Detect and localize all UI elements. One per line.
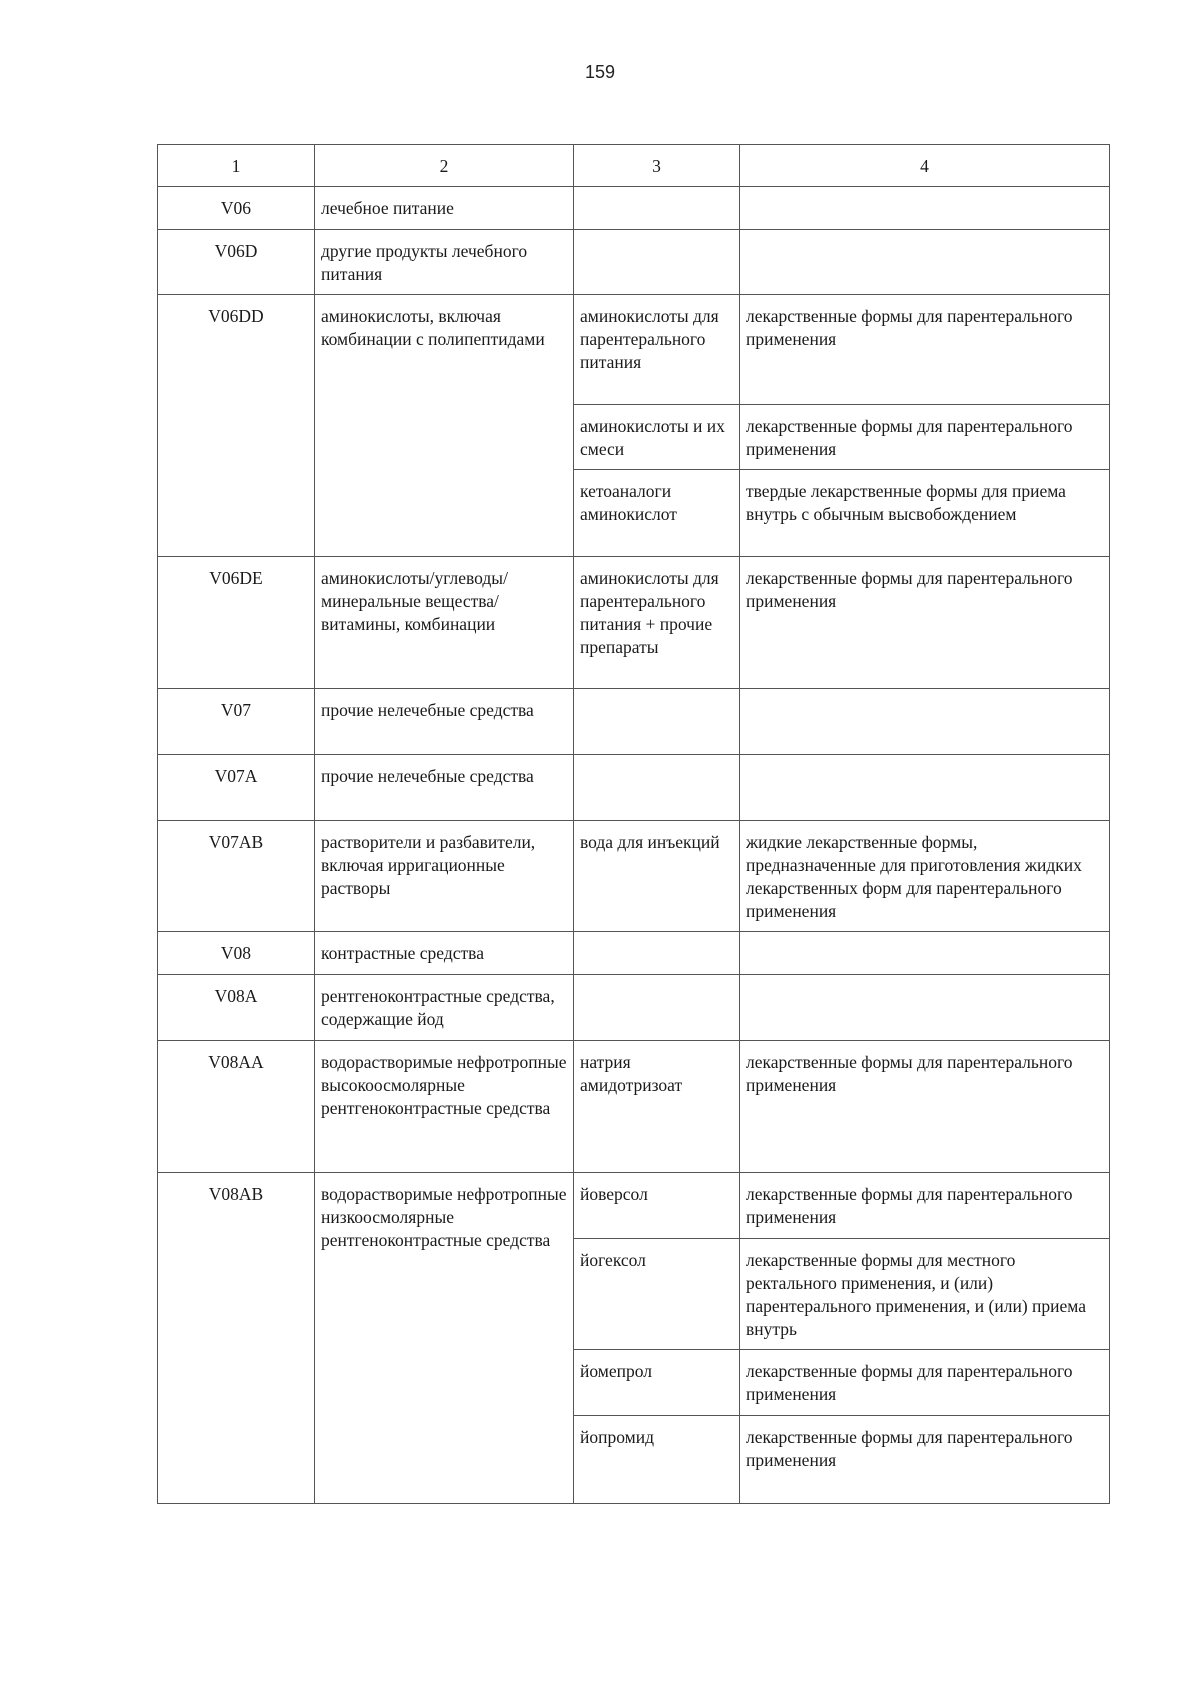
drug-name-cell	[574, 689, 740, 755]
atc-code-cell: V06DE	[158, 557, 315, 689]
atc-code-cell: V07A	[158, 755, 315, 821]
drug-name-cell: йоверсол	[574, 1173, 740, 1239]
dosage-form-cell	[740, 230, 1110, 295]
header-col-2: 2	[315, 145, 574, 187]
atc-code-cell: V07	[158, 689, 315, 755]
drug-name-cell: кетоаналоги аминокислот	[574, 470, 740, 557]
atc-code-cell: V07AB	[158, 821, 315, 932]
drug-name-cell: йогексол	[574, 1239, 740, 1350]
dosage-form-cell: лекарственные формы для парентерального применения	[740, 557, 1110, 689]
atc-code-cell: V08A	[158, 975, 315, 1041]
group-name-cell: аминокислоты, включая комбинации с полипептидами	[315, 295, 574, 557]
atc-code-cell: V08	[158, 932, 315, 975]
dosage-form-cell	[740, 975, 1110, 1041]
drug-name-cell: йопромид	[574, 1416, 740, 1504]
table-row	[158, 689, 1110, 755]
dosage-form-cell	[740, 689, 1110, 755]
table-row	[158, 1173, 1110, 1239]
drug-name-cell	[574, 755, 740, 821]
table-row	[158, 975, 1110, 1041]
drug-name-cell: йомепрол	[574, 1350, 740, 1416]
atc-code-cell: V06D	[158, 230, 315, 295]
drug-name-cell	[574, 230, 740, 295]
medication-table	[157, 144, 1110, 1504]
atc-code-cell: V08AA	[158, 1041, 315, 1173]
table-row	[158, 557, 1110, 689]
atc-code-cell: V08AB	[158, 1173, 315, 1504]
group-name-cell: водорастворимые нефротропные низкоосмолярные рентгеноконтрастные средства	[315, 1173, 574, 1504]
drug-name-cell: аминокислоты для парентерального питания + прочие препараты	[574, 557, 740, 689]
table-row	[158, 755, 1110, 821]
atc-code-cell: V06DD	[158, 295, 315, 557]
dosage-form-cell: лекарственные формы для парентерального применения	[740, 295, 1110, 405]
header-col-1: 1	[158, 145, 315, 187]
drug-name-cell: аминокислоты и их смеси	[574, 405, 740, 470]
drug-name-cell	[574, 975, 740, 1041]
dosage-form-cell	[740, 932, 1110, 975]
group-name-cell: аминокислоты/углеводы/минеральные вещества/витамины, комбинации	[315, 557, 574, 689]
group-name-cell: лечебное питание	[315, 187, 574, 230]
table-row	[158, 821, 1110, 932]
header-col-3: 3	[574, 145, 740, 187]
dosage-form-cell: лекарственные формы для парентерального применения	[740, 405, 1110, 470]
dosage-form-cell	[740, 187, 1110, 230]
table-body	[158, 145, 1110, 1504]
table-row	[158, 295, 1110, 405]
dosage-form-cell	[740, 755, 1110, 821]
dosage-form-cell: жидкие лекарственные формы, предназначенные для приготовления жидких лекарственных форм для парентерального применения	[740, 821, 1110, 932]
group-name-cell: водорастворимые нефротропные высокоосмолярные рентгеноконтрастные средства	[315, 1041, 574, 1173]
dosage-form-cell: лекарственные формы для парентерального применения	[740, 1350, 1110, 1416]
group-name-cell: прочие нелечебные средства	[315, 755, 574, 821]
group-name-cell: рентгеноконтрастные средства, содержащие йод	[315, 975, 574, 1041]
drug-name-cell: аминокислоты для парентерального питания	[574, 295, 740, 405]
table-row	[158, 1041, 1110, 1173]
group-name-cell: контрастные средства	[315, 932, 574, 975]
dosage-form-cell: лекарственные формы для парентерального применения	[740, 1416, 1110, 1504]
dosage-form-cell: лекарственные формы для парентерального применения	[740, 1041, 1110, 1173]
atc-code-cell: V06	[158, 187, 315, 230]
table-row	[158, 932, 1110, 975]
table-header-row	[158, 145, 1110, 187]
table-row	[158, 230, 1110, 295]
table-row	[158, 187, 1110, 230]
page-number: 159	[584, 62, 616, 82]
dosage-form-cell: твердые лекарственные формы для приема внутрь с обычным высвобождением	[740, 470, 1110, 557]
group-name-cell: растворители и разбавители, включая ирригационные растворы	[315, 821, 574, 932]
group-name-cell: другие продукты лечебного питания	[315, 230, 574, 295]
drug-name-cell: вода для инъекций	[574, 821, 740, 932]
dosage-form-cell: лекарственные формы для парентерального применения	[740, 1173, 1110, 1239]
drug-name-cell: натрия амидотризоат	[574, 1041, 740, 1173]
group-name-cell: прочие нелечебные средства	[315, 689, 574, 755]
header-col-4: 4	[740, 145, 1110, 187]
drug-name-cell	[574, 187, 740, 230]
dosage-form-cell: лекарственные формы для местного ректального применения, и (или) парентерального применения, и (или) приема внутрь	[740, 1239, 1110, 1350]
drug-name-cell	[574, 932, 740, 975]
